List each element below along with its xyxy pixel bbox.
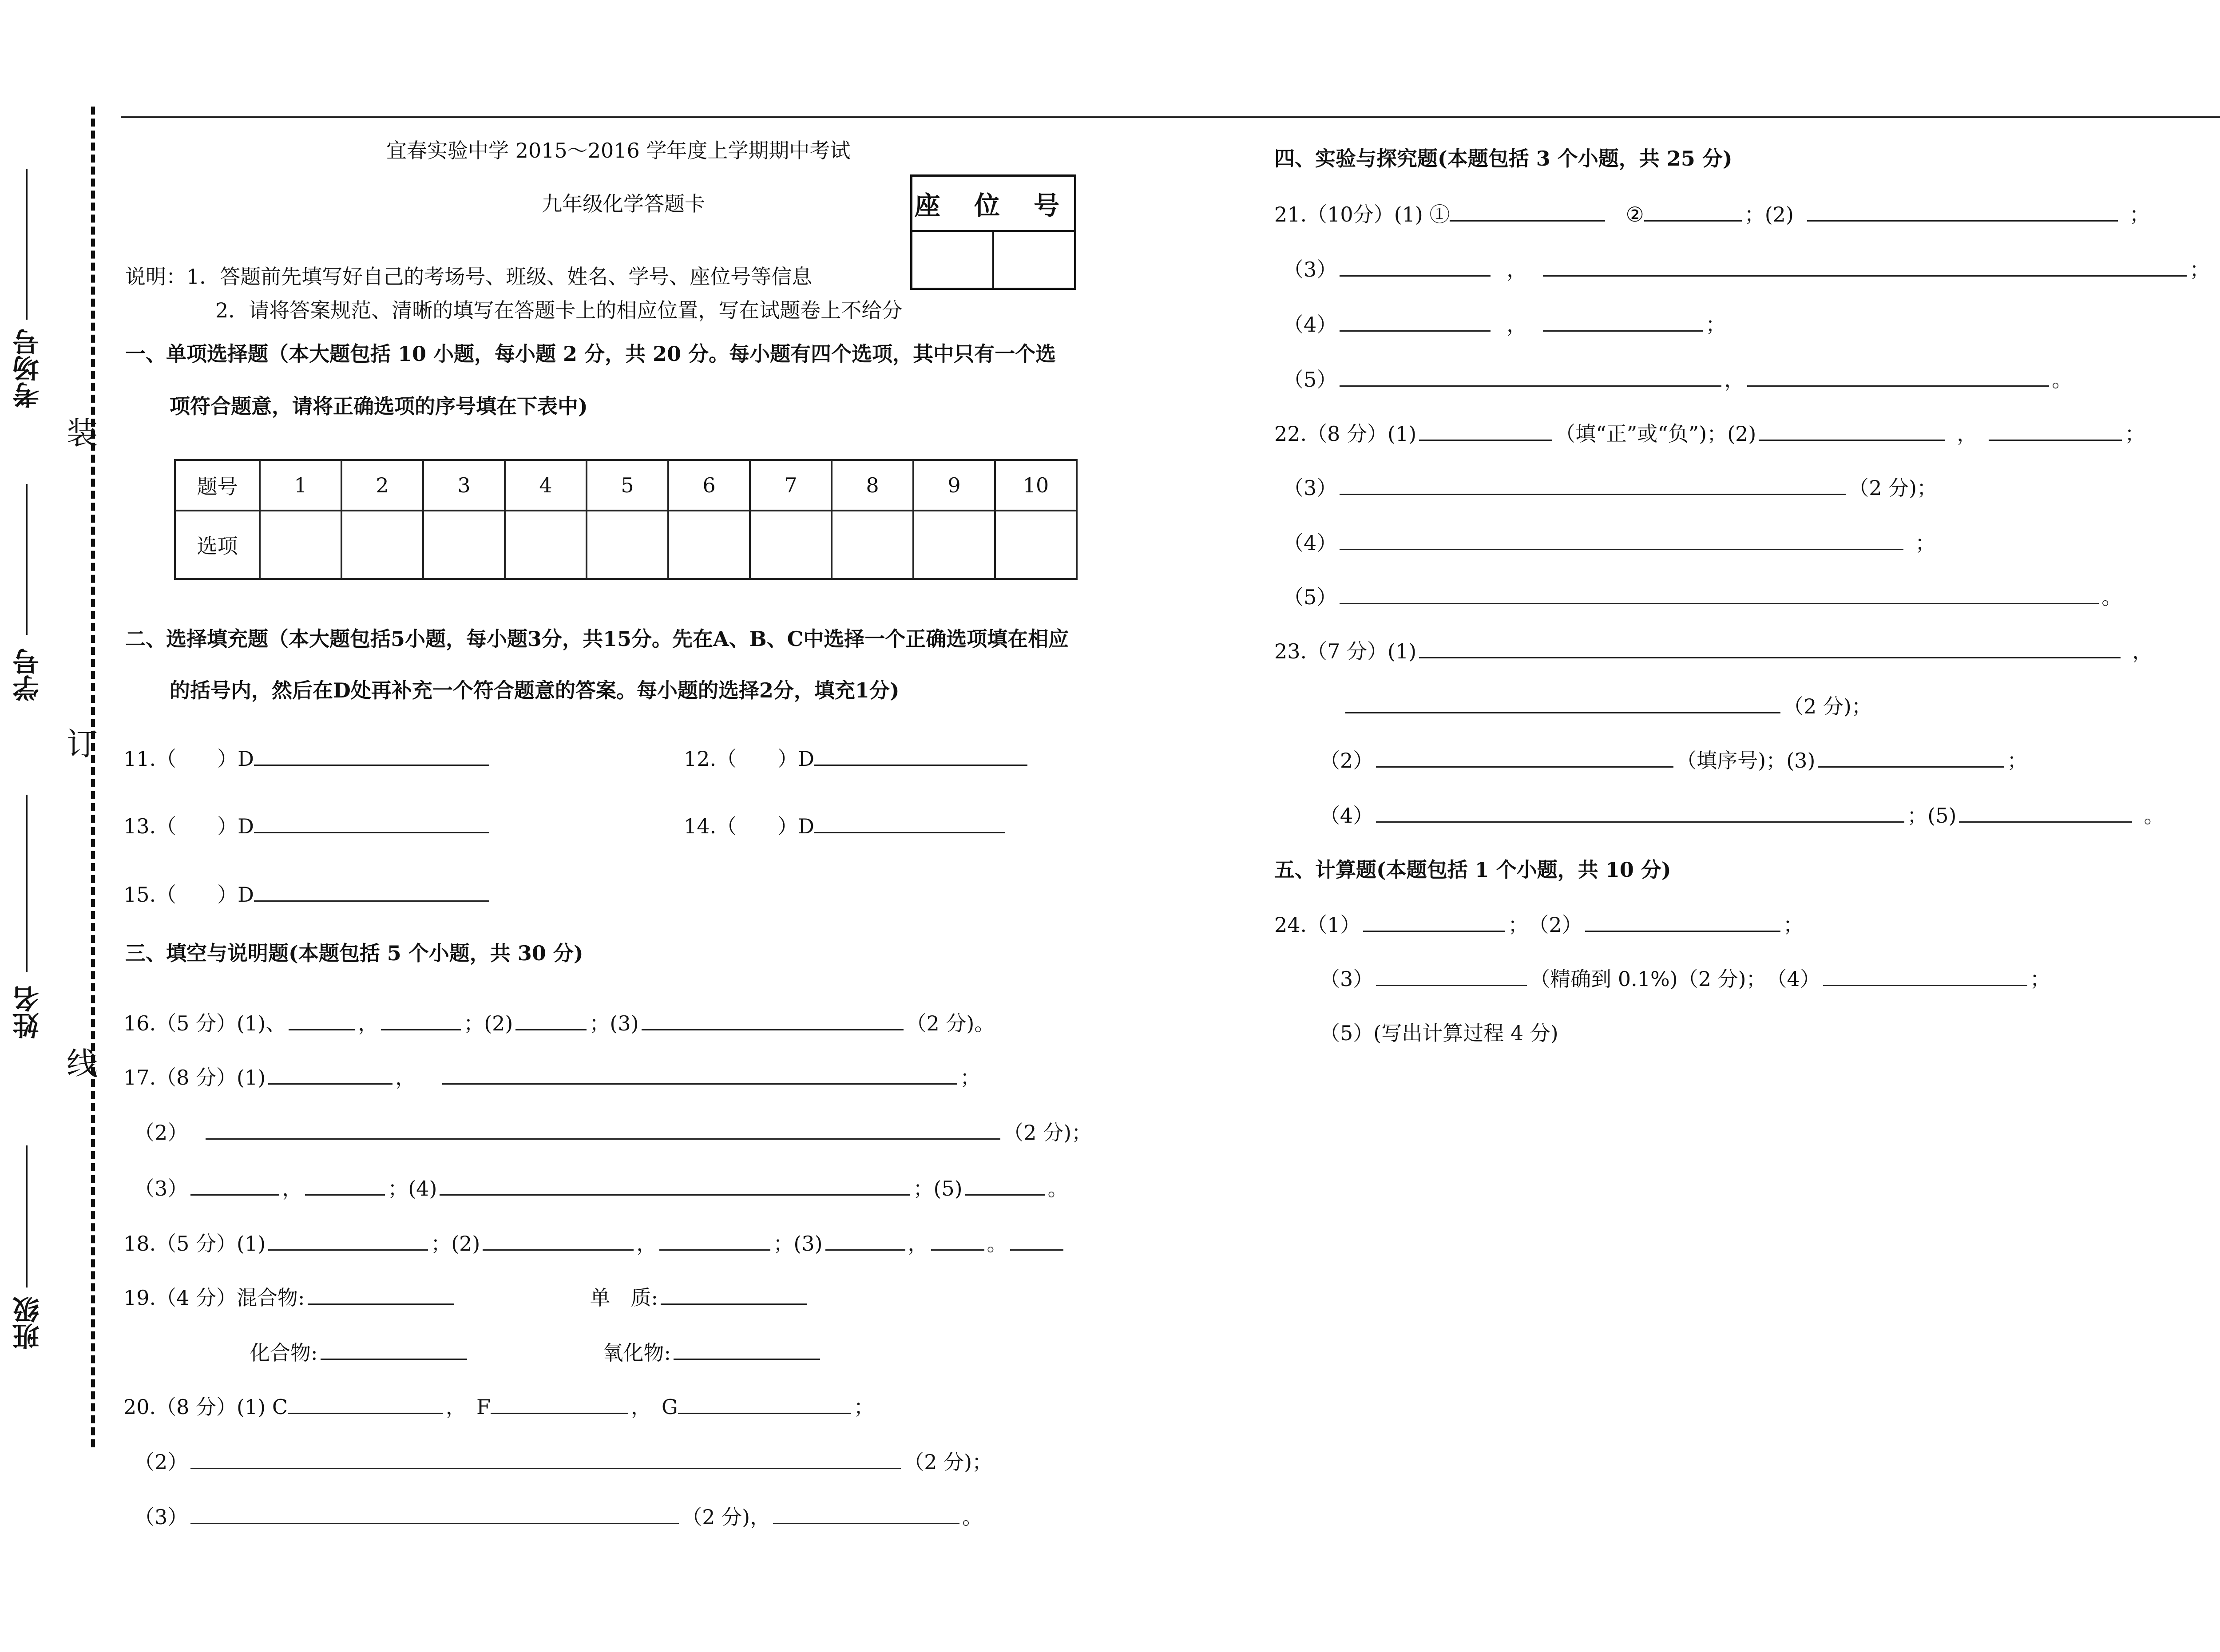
q24-part5: （5）(写出计算过程 4 分) — [1320, 1021, 1558, 1045]
q21-part3: （3） — [1283, 258, 1337, 281]
q11-blank[interactable] — [254, 749, 489, 766]
q19-compound-label: 化合物: — [250, 1341, 318, 1365]
q24-end: ； — [1783, 913, 1804, 937]
section1-title-cont: 项符合题意，请将正确选项的序号填在下表中) — [170, 394, 588, 418]
q13-label: 13.（ ）D — [123, 814, 254, 838]
exam-title: 宜春实验中学 2015～2016 学年度上学期期中考试 — [386, 139, 851, 162]
q17-blank-5[interactable] — [305, 1178, 385, 1196]
notes-line-1: 说明：1．答题前先填写好自己的考场号、班级、姓名、学号、座位号等信息 — [125, 265, 813, 289]
q13-blank[interactable] — [254, 816, 489, 833]
answer-cell[interactable] — [423, 511, 505, 579]
seat-cell-1[interactable] — [912, 232, 994, 288]
q13-row — [123, 816, 492, 836]
section3-title: 三、填空与说明题(本题包括 5 个小题，共 30 分) — [125, 941, 583, 965]
q22-blank-4[interactable] — [1340, 478, 1846, 495]
q17-blank-7[interactable] — [965, 1178, 1045, 1196]
q17-blank-4[interactable] — [190, 1178, 279, 1196]
q21-label: 21.（10分）(1) ① — [1274, 202, 1450, 226]
answer-cell[interactable] — [260, 511, 341, 579]
answer-cell[interactable] — [341, 511, 423, 579]
q16-part3: ；(3) — [589, 1011, 639, 1035]
q22-row-3 — [1283, 533, 1935, 553]
q21-part2: ；(2) — [1744, 202, 1794, 226]
answer-cell[interactable] — [587, 511, 668, 579]
q23-row-4 — [1320, 805, 2164, 826]
q19-row-1 — [123, 1288, 810, 1308]
q18-label: 18.（5 分）(1) — [123, 1232, 266, 1256]
q21-end: ； — [2129, 202, 2150, 226]
q24-row-2 — [1320, 969, 2050, 989]
q18-sep: ， — [636, 1232, 657, 1256]
q21-blank-7[interactable] — [1543, 314, 1703, 332]
q11-label: 11.（ ）D — [123, 747, 254, 771]
q21-end-4: 。 — [2052, 368, 2073, 392]
question-number: 5 — [587, 460, 668, 511]
q15-label: 15.（ ）D — [123, 883, 254, 907]
q23-blank-5[interactable] — [1376, 805, 1904, 823]
q20-blank-f[interactable] — [491, 1397, 628, 1414]
q17-part3: （3） — [134, 1177, 188, 1200]
q15-row — [123, 884, 492, 905]
q23-points: （2 分)； — [1783, 694, 1872, 718]
q22-hint: （填“正”或“负”)；(2) — [1555, 422, 1756, 446]
q16-points: （2 分)。 — [906, 1011, 995, 1035]
q23-label: 23.（7 分）(1) — [1274, 639, 1417, 663]
q22-row-1 — [1274, 424, 2145, 444]
section2-title: 二、选择填充题（本大题包括5小题，每小题3分，共15分。先在A、B、C中选择一个正确选项填在相应 — [125, 627, 1069, 651]
q18-blank-5[interactable] — [931, 1233, 984, 1251]
q22-part4: （4） — [1283, 531, 1337, 555]
q23-part4: （4） — [1320, 804, 1374, 828]
q22-blank-6[interactable] — [1340, 587, 2099, 604]
q24-blank-4[interactable] — [1823, 969, 2027, 986]
seat-number-box — [910, 174, 1076, 290]
q16-label: 16.（5 分）(1)、 — [123, 1011, 286, 1035]
seat-cell-2[interactable] — [994, 232, 1074, 288]
q19-element-blank[interactable] — [661, 1288, 807, 1305]
q22-points: （2 分)； — [1848, 476, 1938, 500]
q17-blank-6[interactable] — [440, 1178, 910, 1196]
q21-blank-2[interactable] — [1644, 204, 1742, 222]
q19-compound-blank[interactable] — [321, 1343, 467, 1360]
q23-blank-3[interactable] — [1376, 750, 1673, 768]
q23-part3: （填序号)；(3) — [1676, 749, 1816, 773]
q12-label: 12.（ ）D — [684, 747, 815, 771]
q20-blank-c[interactable] — [288, 1397, 443, 1414]
q20-label: 20.（8 分）(1) C — [123, 1395, 288, 1419]
q24-part3: （3） — [1320, 967, 1374, 991]
q19-mixture-blank[interactable] — [308, 1288, 454, 1305]
q21-blank-9[interactable] — [1747, 369, 2049, 387]
q17-points: （2 分)； — [1003, 1121, 1092, 1145]
q22-end-3: 。 — [2101, 585, 2122, 609]
q20-f-label: ， F — [446, 1395, 491, 1419]
q16-sep: ， — [358, 1011, 379, 1035]
q22-part3: （3） — [1283, 476, 1337, 500]
q17-sep: ， — [395, 1066, 416, 1089]
q20-part2: （2） — [134, 1450, 188, 1474]
q24-part2: ； （2） — [1508, 913, 1582, 937]
q17-part2: （2） — [134, 1121, 188, 1145]
q24-end-2: ； — [2030, 967, 2050, 991]
q19-mixture-label: 19.（4 分）混合物: — [123, 1286, 305, 1310]
q23-part5: ；(5) — [1907, 804, 1957, 828]
section5-title: 五、计算题(本题包括 1 个小题，共 10 分) — [1274, 858, 1671, 882]
q14-row — [684, 816, 1008, 836]
binding-char-zhuang: 装 — [67, 415, 98, 452]
q20-row-3 — [134, 1507, 983, 1527]
sheet-subtitle: 九年级化学答题卡 — [542, 192, 705, 216]
q20-points-2: （2 分)， — [682, 1505, 771, 1529]
q20-points: （2 分)； — [904, 1450, 993, 1474]
table-header-label: 题号 — [175, 460, 260, 511]
answer-cell[interactable] — [668, 511, 750, 579]
q17-end-2: 。 — [1047, 1177, 1068, 1200]
q19-element-label: 单 质: — [590, 1286, 658, 1310]
q21-row-2 — [1283, 259, 2210, 280]
q21-row-4 — [1283, 369, 2072, 390]
q21-blank-6[interactable] — [1340, 314, 1491, 332]
q22-blank-2[interactable] — [1759, 424, 1945, 441]
question-number: 9 — [913, 460, 995, 511]
top-rule — [121, 116, 2220, 118]
q16-blank-2[interactable] — [381, 1013, 461, 1030]
q21-sep: ， — [1506, 258, 1527, 281]
q22-blank-3[interactable] — [1989, 424, 2122, 441]
q17-blank-2[interactable] — [442, 1067, 957, 1085]
q21-row-3 — [1283, 314, 1726, 335]
q12-row — [684, 749, 1030, 769]
q17-end: ； — [960, 1066, 981, 1089]
q23-row-3 — [1320, 750, 2027, 771]
q17-row-2 — [134, 1122, 1092, 1143]
q23-row-1 — [1274, 641, 2153, 662]
q20-row-2 — [134, 1452, 992, 1472]
section4-title: 四、实验与探究题(本题包括 3 个小题，共 25 分) — [1274, 147, 1732, 170]
q21-end-3: ； — [1705, 313, 1726, 337]
q19-oxide-label: 氧化物: — [603, 1341, 671, 1365]
binding-char-xian: 线 — [67, 1046, 98, 1082]
q16-blank-1[interactable] — [289, 1013, 355, 1030]
q24-part4: （精确到 0.1%)（2 分)； （4） — [1530, 967, 1820, 991]
q14-blank[interactable] — [814, 816, 1005, 833]
q21-blank-5[interactable] — [1543, 259, 2187, 277]
q21-sep-3: ， — [1724, 368, 1745, 392]
q19-oxide-blank[interactable] — [674, 1343, 820, 1360]
q17-row-3 — [134, 1178, 1068, 1199]
q22-sep: ， — [1957, 422, 1978, 446]
table-option-label: 选项 — [175, 511, 260, 579]
notes-line-2: 2．请将答案规范、清晰的填写在答题卡上的相应位置，写在试题卷上不给分 — [215, 298, 903, 322]
q20-blank-2[interactable] — [190, 1452, 901, 1469]
q18-row — [123, 1233, 1066, 1254]
student-id-line — [26, 484, 28, 635]
q23-blank-2[interactable] — [1345, 696, 1780, 713]
section2-title-cont: 的括号内，然后在D处再补充一个符合题意的答案。每小题的选择2分，填充1分) — [170, 678, 900, 702]
q15-blank[interactable] — [254, 884, 489, 902]
class-line — [26, 1145, 28, 1288]
question-number: 4 — [505, 460, 587, 511]
q24-row-1 — [1274, 915, 1804, 935]
choice-answer-table — [174, 459, 1078, 580]
q22-end: ； — [2125, 422, 2145, 446]
q23-sep: ， — [2132, 639, 2153, 663]
q23-blank-1[interactable] — [1419, 641, 2121, 658]
q16-blank-4[interactable] — [642, 1013, 904, 1030]
name-line — [26, 795, 28, 972]
q18-blank-1[interactable] — [268, 1233, 428, 1251]
q21-sep-2: ， — [1506, 313, 1527, 337]
q23-blank-4[interactable] — [1818, 750, 2004, 768]
q17-label: 17.（8 分）(1) — [123, 1066, 266, 1089]
q24-blank-2[interactable] — [1585, 915, 1780, 932]
q22-label: 22.（8 分）(1) — [1274, 422, 1417, 446]
q23-end: ； — [2007, 749, 2028, 773]
question-number: 7 — [750, 460, 832, 511]
q21-blank-4[interactable] — [1340, 259, 1491, 277]
q11-row — [123, 749, 492, 769]
q18-blank-4[interactable] — [825, 1233, 905, 1251]
q14-label: 14.（ ）D — [684, 814, 815, 838]
q22-end-2: ； — [1915, 531, 1936, 555]
q16-row — [123, 1013, 995, 1034]
q18-part3: ；(3) — [773, 1232, 823, 1256]
student-id-label: 学号 — [12, 648, 44, 701]
seat-number-label: 座 位 号 — [912, 177, 1074, 232]
q16-part2: ；(2) — [464, 1011, 513, 1035]
q18-sep-2: ， — [908, 1232, 928, 1256]
q17-blank-3[interactable] — [206, 1122, 1000, 1140]
question-number: 6 — [668, 460, 750, 511]
question-number: 8 — [832, 460, 913, 511]
exam-room-label: 考场号 — [12, 329, 44, 408]
q20-part3: （3） — [134, 1505, 188, 1529]
q18-blank-2[interactable] — [483, 1233, 634, 1251]
q21-part5: （5） — [1283, 368, 1337, 392]
q21-blank-1[interactable] — [1450, 204, 1605, 222]
q19-row-2 — [250, 1343, 823, 1363]
q23-part2: （2） — [1320, 749, 1374, 773]
q21-blank-3[interactable] — [1807, 204, 2118, 222]
q21-part4: （4） — [1283, 313, 1337, 337]
q20-end: ； — [853, 1395, 874, 1419]
q22-blank-5[interactable] — [1340, 533, 1903, 550]
q21-end-2: ； — [2189, 258, 2210, 281]
q20-blank-4[interactable] — [773, 1507, 959, 1524]
answer-cell[interactable] — [832, 511, 913, 579]
q17-part5: ；(5) — [913, 1177, 963, 1200]
q20-row-1 — [123, 1397, 874, 1417]
q12-blank[interactable] — [814, 749, 1027, 766]
section1-title: 一、单项选择题（本大题包括 10 小题，每小题 2 分，共 20 分。每小题有四个选项，其中只有一个选 — [125, 342, 1056, 366]
q16-blank-3[interactable] — [515, 1013, 587, 1030]
q18-blank-6[interactable] — [1010, 1233, 1063, 1251]
question-number: 1 — [260, 460, 341, 511]
exam-room-line — [26, 169, 28, 320]
q22-row-2 — [1283, 478, 1937, 498]
q24-blank-3[interactable] — [1376, 969, 1527, 986]
q20-end-2: 。 — [962, 1505, 983, 1529]
q22-row-4 — [1283, 587, 2122, 607]
q21-circle-2: ② — [1625, 202, 1644, 226]
q20-g-label: ， G — [630, 1395, 678, 1419]
q20-blank-g[interactable] — [678, 1397, 851, 1414]
q18-blank-3[interactable] — [659, 1233, 770, 1251]
question-number: 2 — [341, 460, 423, 511]
name-label: 姓名 — [12, 986, 44, 1039]
q20-blank-3[interactable] — [190, 1507, 679, 1524]
q24-blank-1[interactable] — [1363, 915, 1505, 932]
binding-dashed-line — [91, 107, 95, 1447]
q24-label: 24.（1） — [1274, 913, 1361, 937]
class-label: 班级 — [12, 1296, 44, 1350]
q17-part4: ；(4) — [388, 1177, 437, 1200]
question-number: 3 — [423, 460, 505, 511]
q22-blank-1[interactable] — [1419, 424, 1552, 441]
q23-row-2 — [1345, 696, 1872, 717]
q17-blank-1[interactable] — [268, 1067, 392, 1085]
q21-blank-8[interactable] — [1340, 369, 1721, 387]
binding-char-ding: 订 — [67, 726, 98, 762]
q22-part5: （5） — [1283, 585, 1337, 609]
q17-sep-2: ， — [282, 1177, 303, 1200]
answer-cell[interactable] — [750, 511, 832, 579]
question-number: 10 — [995, 460, 1077, 511]
answer-cell[interactable] — [995, 511, 1077, 579]
answer-cell[interactable] — [913, 511, 995, 579]
q17-row-1 — [123, 1067, 980, 1088]
q23-blank-6[interactable] — [1959, 805, 2132, 823]
q21-row-1 — [1274, 204, 2150, 225]
q18-end: 。 — [987, 1232, 1007, 1256]
q23-end-2: 。 — [2144, 804, 2164, 828]
q18-part2: ；(2) — [431, 1232, 480, 1256]
answer-cell[interactable] — [505, 511, 587, 579]
